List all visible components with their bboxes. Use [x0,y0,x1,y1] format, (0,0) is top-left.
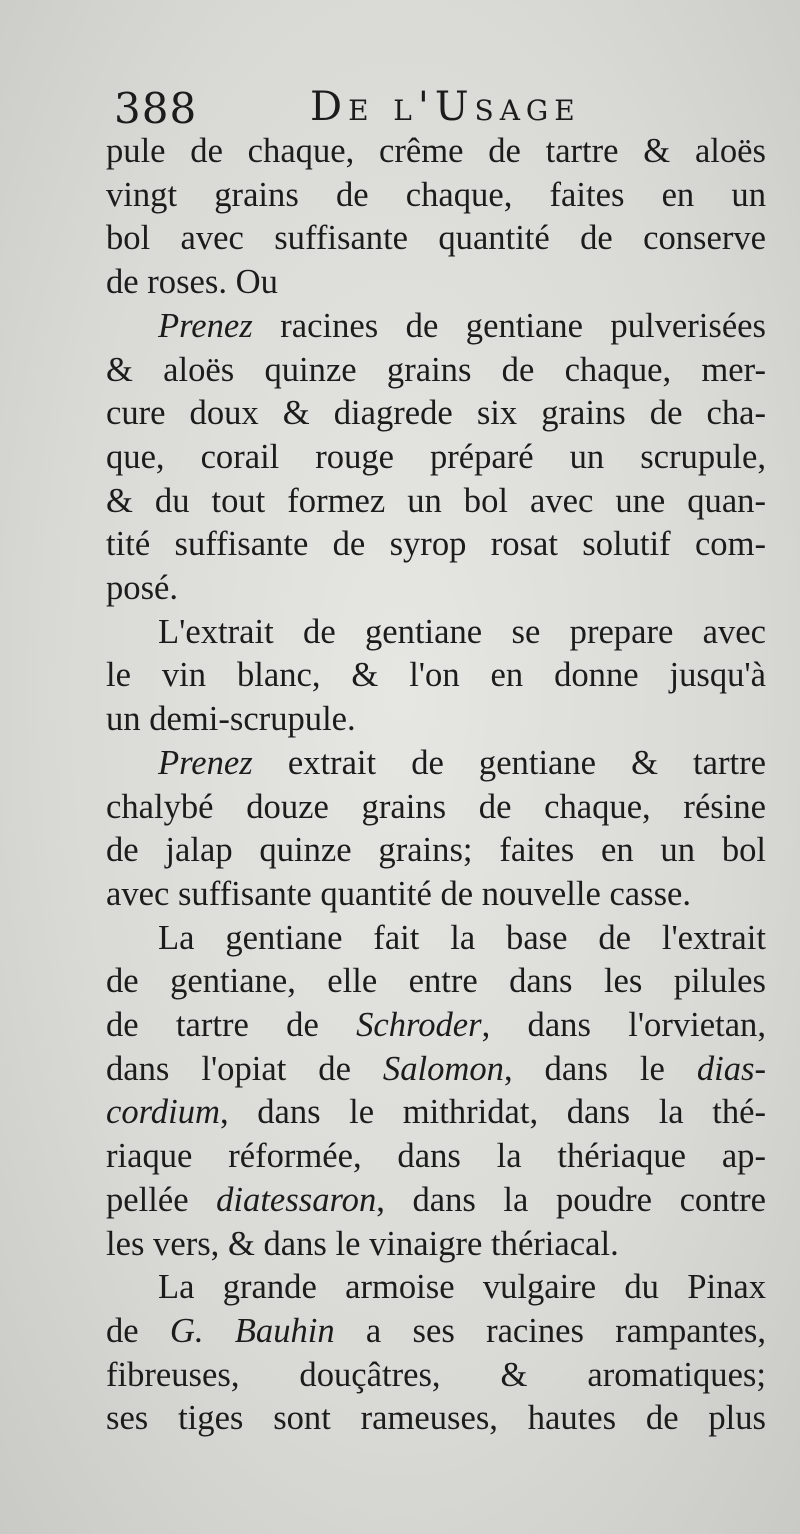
text-line [106,480,766,524]
italic-text: Prenez [158,306,253,345]
page-number: 388 [114,84,198,133]
text-segment: , dans l'orvietan, [481,1006,766,1045]
text-segment: de [106,1311,170,1350]
text-line [106,305,766,349]
text-segment: de jalap quinze grains; faites en un bol [106,831,766,870]
text-line [106,1354,766,1398]
italic-text: Schroder [356,1006,482,1045]
text-line [106,261,766,305]
text-segment: , dans la poudre contre [376,1180,766,1219]
text-segment: a ses racines rampantes, [334,1311,766,1350]
text-segment: de tartre de [106,1006,357,1045]
text-segment: La grande armoise vulgaire du Pinax [158,1268,766,1307]
italic-text: cordium [106,1093,220,1132]
text-line [106,786,766,830]
text-line [106,436,766,480]
text-segment: un demi-scrupule. [106,700,356,739]
text-line [106,1397,766,1441]
text-segment: racines de gentiane pulverisées [252,306,766,345]
text-segment: tité suffisante de syrop rosat solutif com- [106,525,766,564]
text-segment: posé. [106,569,179,608]
text-line [106,654,766,698]
text-segment: , dans le mithridat, dans la thé- [219,1093,766,1132]
text-segment: L'extrait de gentiane se prepare avec [158,612,766,651]
text-line [106,873,766,917]
text-segment: de gentiane, elle entre dans les pilules [106,962,766,1001]
page-header [114,84,674,136]
body-text [106,130,766,1441]
text-segment: & aloës quinze grains de chaque, mer- [106,350,766,389]
text-segment: cure doux & diagrede six grains de cha- [106,394,766,433]
text-segment: que, corail rouge préparé un scrupule, [106,437,766,476]
text-line [106,130,766,174]
text-line [106,1223,766,1267]
italic-text: diatessaron [216,1180,377,1219]
text-segment: vingt grains de chaque, faites en un [106,175,766,214]
text-line [106,1048,766,1092]
text-segment: riaque réformée, dans la thériaque ap- [106,1137,766,1176]
italic-text: G. Bauhin [169,1311,335,1350]
text-segment: pellée [106,1180,217,1219]
text-segment: de roses. Ou [106,263,278,302]
text-line [106,523,766,567]
text-segment: avec suffisante quantité de nouvelle casse. [106,874,692,913]
text-line [106,349,766,393]
text-segment: , dans le [503,1049,697,1088]
text-segment: les vers, & dans le vinaigre thériacal. [106,1224,619,1263]
text-segment: & du tout formez un bol avec une quan- [106,481,766,520]
text-line [106,960,766,1004]
text-line [106,174,766,218]
text-segment: dans l'opiat de [106,1049,383,1088]
text-line [106,742,766,786]
text-line [106,917,766,961]
italic-text: Salomon [382,1049,504,1088]
text-line [106,698,766,742]
text-segment: bol avec suffisante quantité de conserve [106,219,766,258]
text-segment: fibreuses, douçâtres, & aromatiques; [106,1355,766,1394]
text-segment: pule de chaque, crême de tartre & aloës [106,132,766,170]
italic-text: dias- [696,1049,766,1088]
text-line [106,611,766,655]
text-line [106,829,766,873]
text-line [106,1266,766,1310]
text-segment: le vin blanc, & l'on en donne jusqu'à [106,656,766,695]
text-segment: chalybé douze grains de chaque, résine [106,787,766,826]
text-line [106,1179,766,1223]
text-line [106,1135,766,1179]
text-line [106,1310,766,1354]
text-line [106,217,766,261]
italic-text: Prenez [158,743,253,782]
text-segment: ses tiges sont rameuses, hautes de plus [106,1399,766,1438]
text-segment: La gentiane fait la base de l'extrait [158,918,766,957]
text-line [106,567,766,611]
text-segment: extrait de gentiane & tartre [252,743,766,782]
text-line [106,392,766,436]
running-title: De l'Usage [310,84,581,130]
text-line [106,1091,766,1135]
text-line [106,1004,766,1048]
